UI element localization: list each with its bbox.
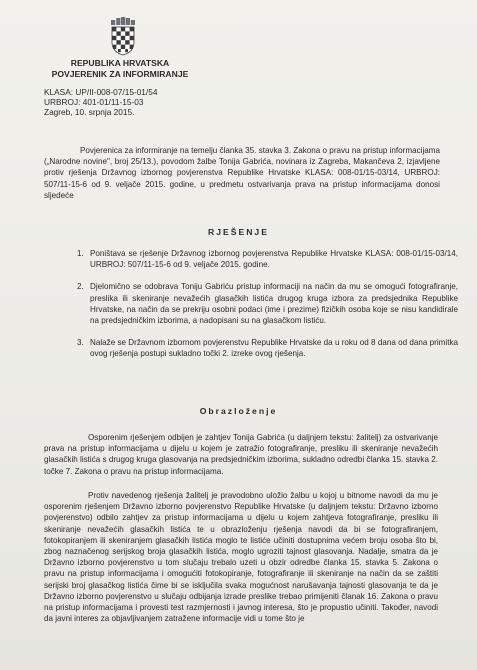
decision-point: 3. Nalaže se Državnom izbornom povjerenstvu Republike Hrvatske da u roku od 8 dana od dana primitka ovog rješenja postupi sukladno točki 2. izreke ovog rješenja. (86, 337, 458, 359)
decision-point: 2. Djelomično se odobrava Toniju Gabriću pristup informaciji na način da mu se omogući fotografiranje, preslika ili skeniranje nevažećih glasačkih listića drugog kruga izbora za predsjednika Republike Hrvatske, na način da se prekriju osobni podaci (ime i prezime) fizičkih osoba koje se nisu kandidirale na predsjedničkim izborima, a nadopisani su na glasačkom listiću. (86, 281, 458, 326)
klasa-line: KLASA: UP/II-008-07/15-01/54 (44, 87, 158, 97)
decision-heading: RJEŠENJE (208, 227, 269, 237)
country-name: REPUBLIKA HRVATSKA (70, 58, 170, 68)
intro-paragraph: Povjerenica za informiranje na temelju članka 35. stavka 3. Zakona o pravu na pristup informacijama („Narodne novine", broj 25/13.), povodom žalbe Tonija Gabrića, novinara iz Zagreba, Makančeva 2, izjavljene protiv rješenja Državnog izbornog povjerenstva Republike Hrvatske KLASA: 008-01/15-03/14, URBROJ: 507/11-15-6 od 9. veljače 2015. godine, u predmetu ostvarivanja prava na pristup informacijama donosi sljedeće (44, 146, 440, 200)
reasoning-paragraph: Protiv navedenog rješenja žalitelj je pravodobno uložio žalbu u kojoj u bitnome navodi da mu je osporenim rješenjem Državno izborno povjerenstvo Republike Hrvatske (u daljnjem tekstu: Državno izborno povjerenstvo) odbilo zahtjev za pristup informacijama u dijelu u kojem zahtjeva fotografiranje, presliku ili skeniranje nevažećih glasačkih listića te u obrazloženju rješenja navodi da bi se fotografiranjem, fotokopiranjem ili skeniranjem glasačkih listića moglo te listiće učiniti dostupnima većem broju osoba što bi, zbog naznačenog serijskog broja glasačkih listića, moglo ugroziti tajnost glasovanja. Nadalje, smatra da je Državno izborno povjerenstvo u tom slučaju trebalo uzeti u obzir odredbe članka 15. stavka 5. Zakona o pravu na pristup informacijama i omogućiti fotokopiranje, fotografiranje ili skeniranje na način da se zaštiti serijski broj glasačkog listića čime bi se isključila svaka mogućnost narušavanja tajnosti glasovanja te da je Državno izborno povjerenstvo u slučaju odbijanja izrade preslike trebao primijeniti članak 16. Zakona o pravu na pristup informacijama i provesti test razmjernosti i javnog interesa, što je propustio učiniti. Također, navodi da javni interes za objavljivanjem zatražene informacije vidi u tome što je (44, 491, 438, 624)
coat-of-arms-icon (110, 16, 136, 56)
reasoning-paragraph: Osporenim rješenjem odbijen je zahtjev Tonija Gabrića (u daljnjem tekstu: žalitelj) za ostvarivanje prava na pristup informacijama u dijelu u kojem je zatražio fotografiranje, presliku ili skeniranje nevažećih glasačkih listića s drugog kruga glasovanja na predsjedničkim izborima, sukladno odredbi članka 15. stavka 2. točke 7. Zakona o pravu na pristup informacijama. (44, 433, 438, 476)
letterhead (40, 58, 200, 80)
reasoning-heading: Obrazloženje (199, 406, 278, 416)
decision-points (60, 248, 458, 371)
document-meta (44, 87, 157, 118)
decision-point: 1. Poništava se rješenje Državnog izbornog povjerenstva Republike Hrvatske KLASA: 008-01/15-03/14, URBROJ: 507/11-15-6 od 9. veljače 2015. godine. (86, 248, 458, 270)
place-date-line: Zagreb, 10. srpnja 2015. (44, 107, 135, 118)
urbroj-line: URBROJ: 401-01/11-15-03 (44, 97, 144, 108)
office-name: POVJERENIK ZA INFORMIRANJE (51, 69, 189, 79)
